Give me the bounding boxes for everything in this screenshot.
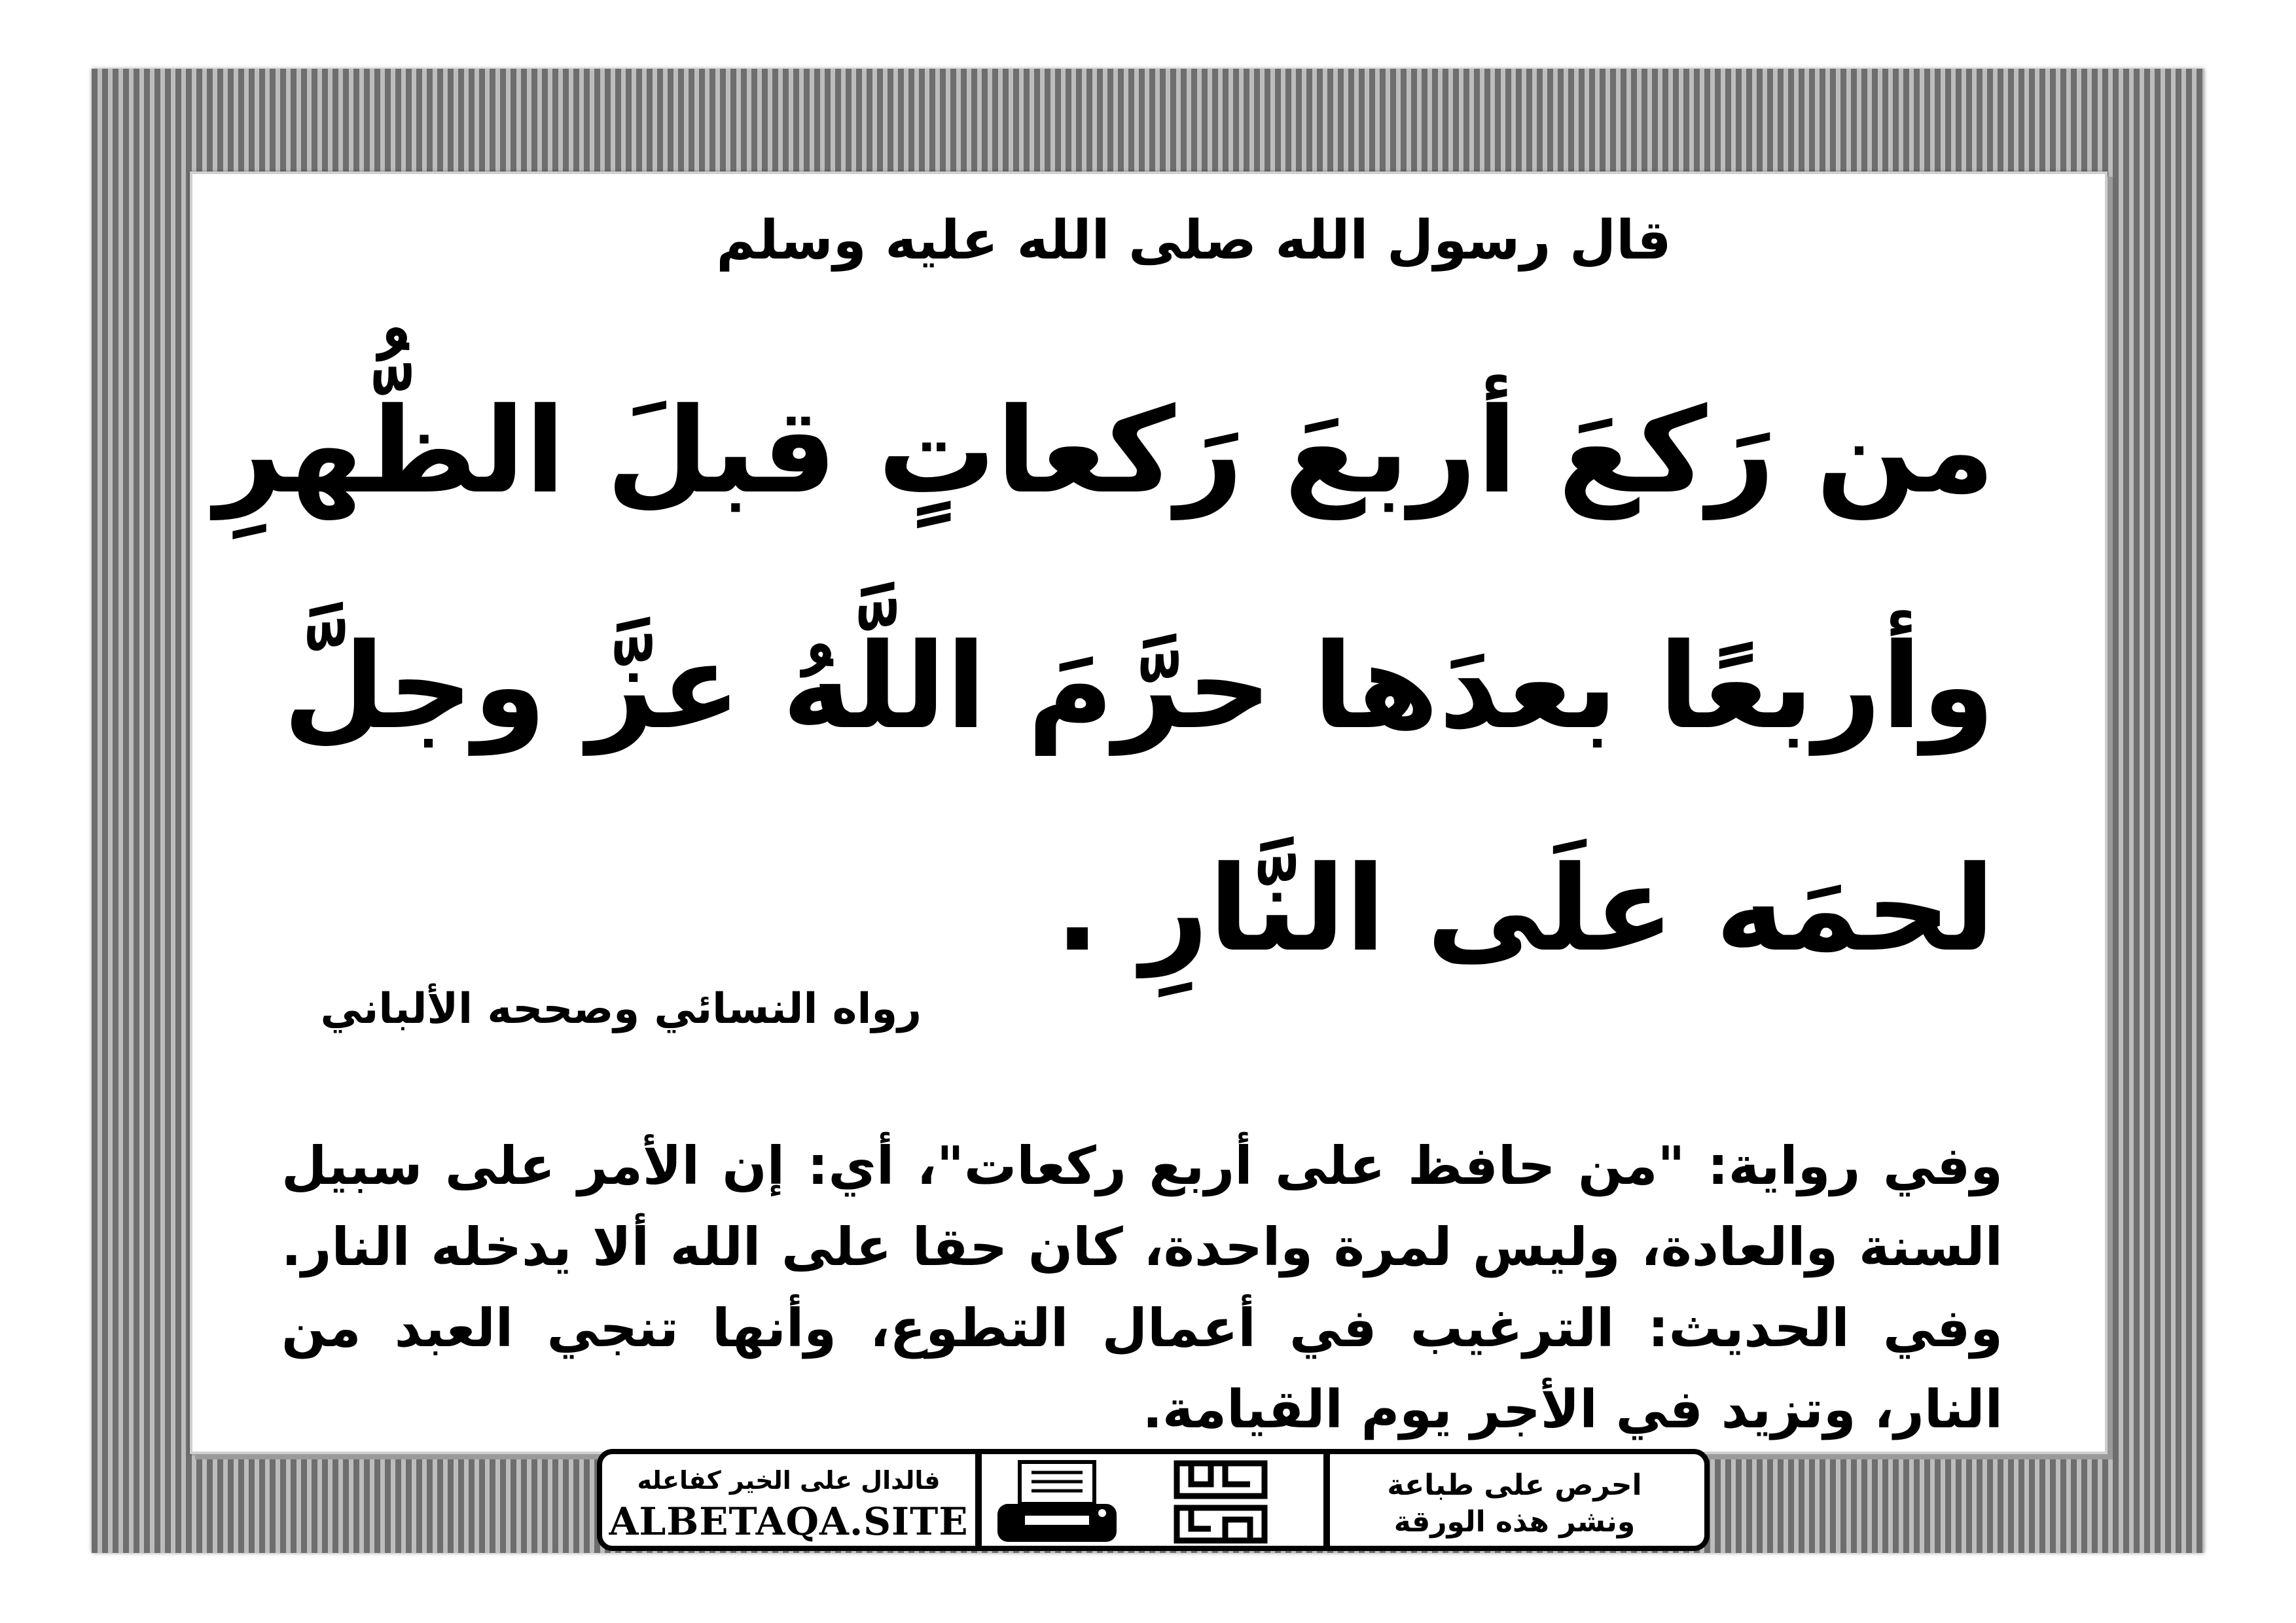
footer-print-line-2: ونشر هذه الورقة <box>1393 1505 1636 1539</box>
footer-site-block <box>602 1454 975 1546</box>
footer-banner <box>597 1449 1710 1551</box>
hadith-source: رواه النسائي وصححه الألباني <box>320 985 922 1033</box>
footer-motto: فالدال على الخير كفاعله <box>637 1466 941 1495</box>
footer-print-block <box>1325 1454 1704 1546</box>
hadith-line-1: من رَكعَ أربعَ رَكعاتٍ قبلَ الظُّهرِ <box>215 383 1995 520</box>
footer-site-link[interactable]: ALBETAQA.SITE <box>609 1499 969 1544</box>
explanation-paragraph: وفي رواية: "من حافظ على أربع ركعات"، أي: إن الأمر على سبيل السنة والعادة، وليس لمرة واحدة، كان حقا على الله ألا يدخله النار. وفي الحديث: الترغيب في أعمال التطوع، وأنها تنجي العبد من النار، وتزيد في الأجر يوم القيامة. <box>281 1135 2003 1440</box>
kufic-logo-icon <box>1172 1458 1270 1546</box>
printer-icon <box>995 1459 1119 1544</box>
footer-divider-left <box>975 1454 982 1546</box>
intro-line: قال رسول الله صلى الله عليه وسلم <box>716 209 1672 272</box>
hadith-line-3: لحمَه علَى النَّارِ . <box>1054 841 1995 978</box>
hadith-line-2: وأربعًا بعدَها حرَّمَ اللَّهُ عزَّ وجلَّ <box>283 618 1995 755</box>
footer-print-line-1: احرص على طباعة <box>1387 1469 1642 1502</box>
